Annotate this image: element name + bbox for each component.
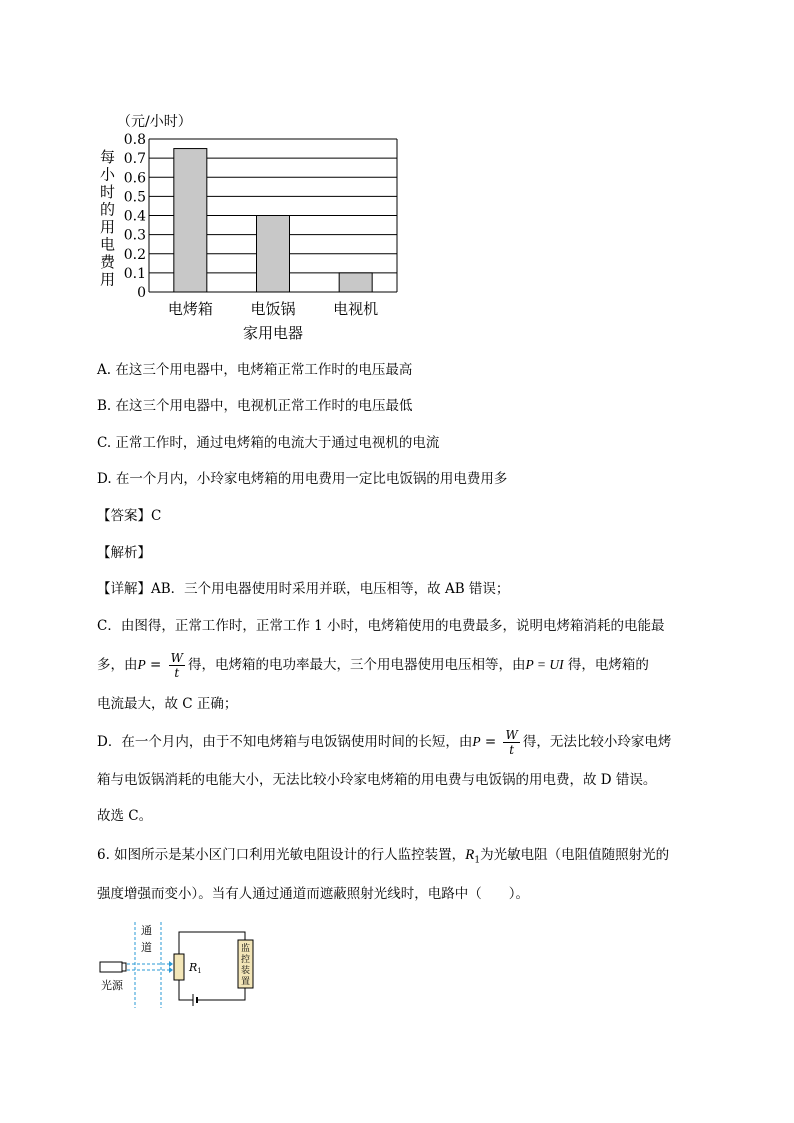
- option-b: B. 在这三个用电器中，电视机正常工作时的电压最低: [97, 398, 413, 414]
- light-source-lens: [122, 963, 126, 971]
- arrow-icon: [169, 961, 173, 967]
- bar: [257, 216, 290, 293]
- y-axis-label-char: 用: [100, 218, 116, 236]
- y-axis-label-char: 时: [100, 183, 116, 201]
- power-symbol: P: [137, 657, 146, 672]
- x-axis-label: 家用电器: [242, 324, 304, 342]
- y-axis-label-char: 用: [100, 270, 116, 289]
- detail-line-5: [97, 728, 671, 756]
- y-axis-label-char: 每: [100, 148, 116, 166]
- power-symbol: P: [472, 734, 481, 749]
- equals-sign: =: [480, 734, 501, 750]
- monitor-label-char: 监: [241, 944, 251, 954]
- question-6-line-2: 强度增强而变小）。当有人通过通道而遮蔽照射光线时，电路中（ ）。: [97, 886, 529, 902]
- light-source-label: 光源: [101, 979, 123, 992]
- answer-value: C: [151, 508, 162, 524]
- equals-sign: =: [145, 657, 166, 673]
- detail-text: 多，由: [97, 657, 138, 673]
- fraction-w-over-t: [169, 652, 185, 679]
- detail-text: 得，电烤箱的电功率最大，三个用电器使用电压相等，由: [188, 657, 526, 673]
- option-a: A. 在这三个用电器中，电烤箱正常工作时的电压最高: [97, 362, 413, 378]
- y-tick-label: 0.5: [123, 189, 146, 206]
- y-axis-label-char: 的: [100, 200, 116, 219]
- y-tick-label: 0.1: [123, 265, 146, 282]
- wire-bottom-right: [197, 988, 245, 1000]
- wire-bottom-left: [179, 980, 193, 1000]
- monitor-label-char: 控: [241, 955, 251, 965]
- formula-p-ui: P = UI: [525, 657, 564, 672]
- resistor-subscript: 1: [474, 855, 481, 866]
- detail-line-3: [97, 651, 649, 679]
- chart-svg: [92, 106, 422, 351]
- detail-line-4: 电流最大，故 C 正确；: [97, 696, 238, 712]
- fraction-denominator: t: [509, 743, 515, 757]
- x-tick-label: 电视机: [333, 300, 379, 318]
- fraction-numerator: W: [170, 651, 183, 665]
- y-axis-label-char: 小: [100, 165, 116, 184]
- monitor-label: [241, 942, 250, 987]
- x-tick-label: 电饭锅: [250, 300, 296, 318]
- photoresistor-icon: [174, 954, 184, 980]
- answer-label: 【答案】: [97, 508, 151, 524]
- option-d: D. 在一个月内，小玲家电烤箱的用电费用一定比电饭锅的用电费用多: [97, 471, 508, 487]
- detail-line-2: C．由图得，正常工作时，正常工作 1 小时，电烤箱使用的电费最多，说明电烤箱消耗的电能最: [97, 618, 665, 634]
- y-axis-label-char: 费: [100, 253, 116, 271]
- fraction-numerator: W: [505, 728, 518, 742]
- channel-label-1: 通: [141, 924, 152, 937]
- y-tick-label: 0.6: [123, 170, 146, 187]
- detail-line-7: 故选 C。: [97, 808, 153, 824]
- option-c: C. 正常工作时，通过电烤箱的电流大于通过电视机的电流: [97, 435, 440, 451]
- question-6-line-1: [97, 845, 669, 871]
- analysis-label: 【解析】: [97, 545, 151, 561]
- monitor-label-char: 装: [241, 966, 251, 976]
- monitor-label-char: 置: [241, 977, 251, 987]
- question-text: 为光敏电阻（电阻值随照射光的: [480, 847, 670, 863]
- y-axis-label-char: 电: [100, 235, 116, 254]
- wire-top: [179, 932, 245, 954]
- detail-text: 得，无法比较小玲家电烤: [522, 734, 672, 750]
- resistor-symbol: R: [465, 847, 475, 863]
- circuit-diagram: [95, 918, 270, 1010]
- y-unit-label: （元/小时）: [117, 114, 192, 130]
- y-tick-label: 0.8: [123, 132, 146, 148]
- channel-label-2: 道: [141, 941, 152, 954]
- y-tick-label: 0.2: [123, 246, 146, 263]
- answer-line: [97, 506, 161, 526]
- r1-subscript: 1: [197, 967, 202, 975]
- fraction-denominator: t: [174, 666, 180, 680]
- y-tick-label: 0.3: [123, 227, 146, 244]
- r1-label: R1: [189, 961, 202, 975]
- light-source-icon: [100, 962, 122, 972]
- detail-line-6: 箱与电饭锅消耗的电能大小，无法比较小玲家电烤箱的用电费与电饭锅的用电费，故 D 错误。: [97, 772, 657, 788]
- bar-chart: [92, 106, 422, 351]
- detail-text: D．在一个月内，由于不知电烤箱与电饭锅使用时间的长短，由: [97, 734, 473, 750]
- x-tick-label: 电烤箱: [167, 300, 213, 318]
- y-tick-label: 0.4: [123, 208, 146, 225]
- detail-line-1: 【详解】AB．三个用电器使用时采用并联，电压相等，故 AB 错误；: [97, 581, 510, 597]
- fraction-w-over-t: [503, 729, 519, 756]
- y-tick-label: 0: [137, 285, 146, 301]
- question-text: 6. 如图所示是某小区门口利用光敏电阻设计的行人监控装置，: [97, 847, 466, 863]
- bar: [174, 149, 207, 292]
- detail-text: 得，电烤箱的: [563, 657, 649, 673]
- y-tick-label: 0.7: [123, 151, 146, 168]
- bar: [339, 273, 372, 292]
- arrow-icon: [169, 967, 173, 973]
